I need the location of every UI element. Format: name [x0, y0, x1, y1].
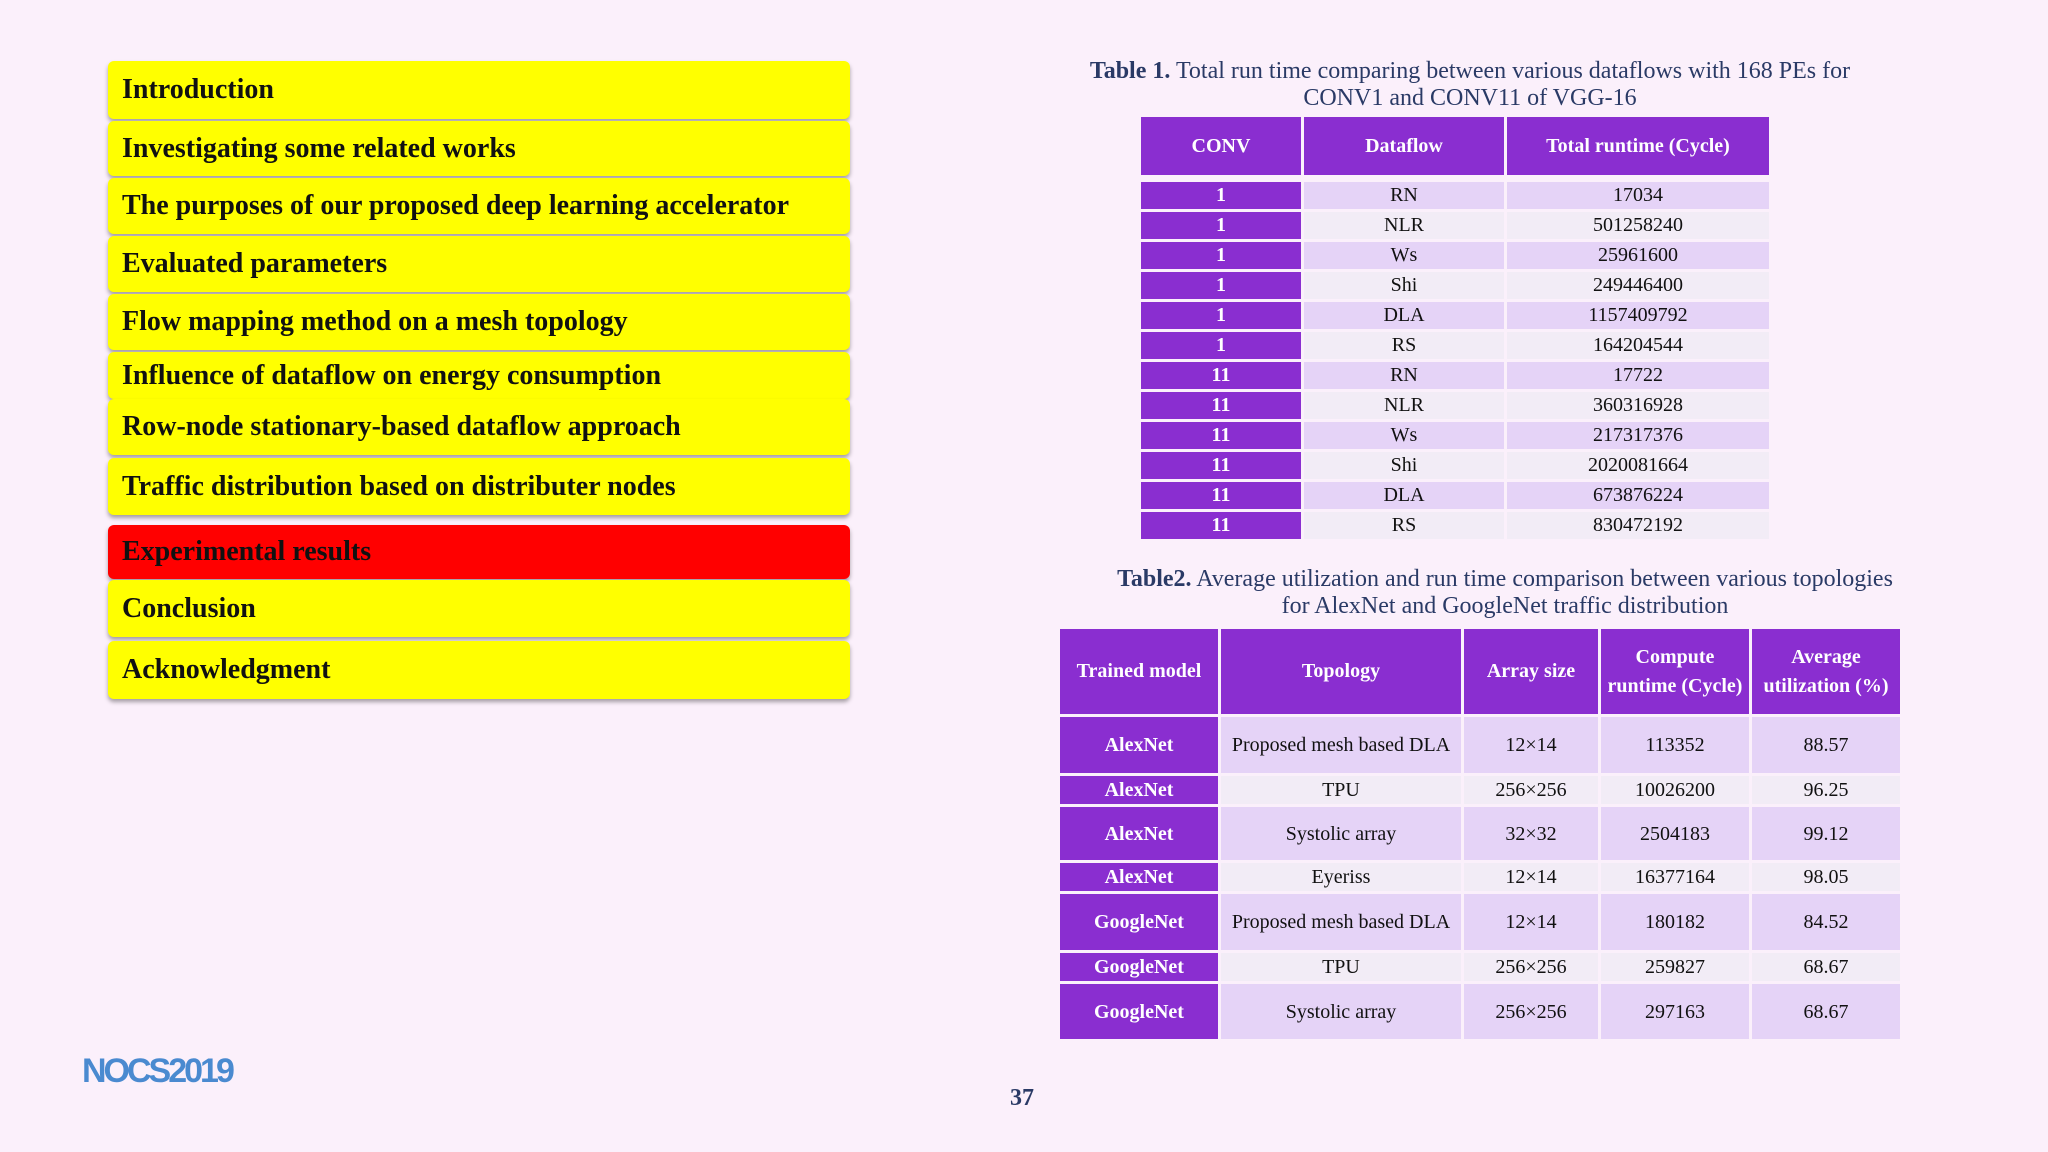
table2-topology-cell: Eyeriss — [1221, 863, 1461, 891]
table1-runtime-cell: 673876224 — [1507, 482, 1769, 509]
table-row — [1141, 482, 1769, 509]
menu-item-purposes[interactable]: The purposes of our proposed deep learning accelerator — [108, 178, 850, 234]
table2-array-cell: 256×256 — [1464, 984, 1598, 1039]
table1-dataflow-cell: NLR — [1304, 392, 1504, 419]
table-row — [1060, 953, 1900, 981]
menu-item-dataflow-energy[interactable]: Influence of dataflow on energy consumption — [108, 352, 850, 399]
menu-item-evaluated-parameters[interactable]: Evaluated parameters — [108, 236, 850, 292]
table2-header-row — [1060, 629, 1900, 714]
nocs-logo: NOCS2019 — [82, 1052, 232, 1090]
table2-array-cell: 256×256 — [1464, 953, 1598, 981]
table2-model-cell: GoogleNet — [1060, 984, 1218, 1039]
table2-array-cell: 12×14 — [1464, 894, 1598, 950]
table1-caption-text: Total run time comparing between various dataflows with 168 PEs for — [1170, 58, 1851, 84]
table2-array-cell: 12×14 — [1464, 863, 1598, 891]
page-number: 37 — [1010, 1085, 1034, 1111]
table1-dataflow-cell: RS — [1304, 512, 1504, 539]
table1-conv-cell: 1 — [1141, 212, 1301, 239]
table1-conv-cell: 11 — [1141, 482, 1301, 509]
table1-runtime-cell: 17034 — [1507, 182, 1769, 209]
table2-caption-line2: for AlexNet and GoogleNet traffic distribution — [1281, 593, 1729, 619]
table2-array-cell: 12×14 — [1464, 717, 1598, 773]
table1-conv-cell: 1 — [1141, 182, 1301, 209]
table2-topology-cell: TPU — [1221, 776, 1461, 804]
table2-header-utilization: Average utilization (%) — [1752, 629, 1900, 714]
table-row — [1060, 863, 1900, 891]
menu-item-acknowledgment[interactable]: Acknowledgment — [108, 641, 850, 699]
table1-conv-cell: 11 — [1141, 422, 1301, 449]
menu-item-row-node[interactable]: Row-node stationary-based dataflow approach — [108, 399, 850, 455]
table1-conv-cell: 11 — [1141, 512, 1301, 539]
table2-topology-cell: Systolic array — [1221, 807, 1461, 860]
table2-topology-cell: Proposed mesh based DLA — [1221, 894, 1461, 950]
table2-header-array-size: Array size — [1464, 629, 1598, 714]
table1-dataflow-cell: RN — [1304, 362, 1504, 389]
table1-conv-cell: 11 — [1141, 362, 1301, 389]
table-row — [1141, 512, 1769, 539]
table1 — [1138, 114, 1772, 542]
table-row — [1060, 807, 1900, 860]
table2-header-runtime: Compute runtime (Cycle) — [1601, 629, 1749, 714]
table2-caption-label: Table2. — [1117, 566, 1192, 592]
table2-header-model: Trained model — [1060, 629, 1218, 714]
menu-item-flow-mapping[interactable]: Flow mapping method on a mesh topology — [108, 294, 850, 350]
table2-header-topology: Topology — [1221, 629, 1461, 714]
menu-item-related-works[interactable]: Investigating some related works — [108, 121, 850, 176]
table1-runtime-cell: 830472192 — [1507, 512, 1769, 539]
table1-dataflow-cell: DLA — [1304, 302, 1504, 329]
table2-utilization-cell: 84.52 — [1752, 894, 1900, 950]
menu-item-introduction[interactable]: Introduction — [108, 61, 850, 119]
table-row — [1141, 272, 1769, 299]
table2-model-cell: AlexNet — [1060, 863, 1218, 891]
table-row — [1141, 362, 1769, 389]
table-row — [1060, 894, 1900, 950]
table1-conv-cell: 1 — [1141, 302, 1301, 329]
table2-caption — [1040, 566, 1970, 620]
table2-utilization-cell: 98.05 — [1752, 863, 1900, 891]
table1-conv-cell: 1 — [1141, 332, 1301, 359]
table-row — [1141, 182, 1769, 209]
table2-model-cell: GoogleNet — [1060, 894, 1218, 950]
table2-model-cell: GoogleNet — [1060, 953, 1218, 981]
table2-runtime-cell: 10026200 — [1601, 776, 1749, 804]
table2-runtime-cell: 180182 — [1601, 894, 1749, 950]
table1-dataflow-cell: RN — [1304, 182, 1504, 209]
table-row — [1141, 452, 1769, 479]
table2-utilization-cell: 96.25 — [1752, 776, 1900, 804]
table2-topology-cell: Proposed mesh based DLA — [1221, 717, 1461, 773]
table2-caption-text: Average utilization and run time comparison between various topologies — [1191, 566, 1893, 592]
table1-caption — [1040, 58, 1900, 112]
table2 — [1057, 626, 1903, 1042]
table1-runtime-cell: 217317376 — [1507, 422, 1769, 449]
table1-dataflow-cell: Ws — [1304, 242, 1504, 269]
table1-runtime-cell: 164204544 — [1507, 332, 1769, 359]
table-row — [1060, 776, 1900, 804]
table2-utilization-cell: 68.67 — [1752, 984, 1900, 1039]
table1-runtime-cell: 25961600 — [1507, 242, 1769, 269]
table2-utilization-cell: 99.12 — [1752, 807, 1900, 860]
table2-model-cell: AlexNet — [1060, 807, 1218, 860]
table1-conv-cell: 11 — [1141, 392, 1301, 419]
table2-topology-cell: Systolic array — [1221, 984, 1461, 1039]
table1-header-row — [1141, 117, 1769, 175]
table1-runtime-cell: 1157409792 — [1507, 302, 1769, 329]
table-row — [1060, 984, 1900, 1039]
table1-runtime-cell: 249446400 — [1507, 272, 1769, 299]
table1-header-dataflow: Dataflow — [1304, 117, 1504, 175]
table1-dataflow-cell: NLR — [1304, 212, 1504, 239]
table2-array-cell: 32×32 — [1464, 807, 1598, 860]
table1-runtime-cell: 360316928 — [1507, 392, 1769, 419]
table2-model-cell: AlexNet — [1060, 717, 1218, 773]
table1-caption-line2: CONV1 and CONV11 of VGG-16 — [1303, 85, 1637, 111]
menu-item-experimental-results[interactable]: Experimental results — [108, 525, 850, 579]
table2-model-cell: AlexNet — [1060, 776, 1218, 804]
menu-item-conclusion[interactable]: Conclusion — [108, 580, 850, 637]
table1-dataflow-cell: RS — [1304, 332, 1504, 359]
table2-runtime-cell: 2504183 — [1601, 807, 1749, 860]
table1-header-runtime: Total runtime (Cycle) — [1507, 117, 1769, 175]
table1-dataflow-cell: Shi — [1304, 452, 1504, 479]
table-row — [1141, 212, 1769, 239]
table1-header-conv: CONV — [1141, 117, 1301, 175]
table1-conv-cell: 1 — [1141, 272, 1301, 299]
table1-dataflow-cell: DLA — [1304, 482, 1504, 509]
menu-item-traffic-distribution[interactable]: Traffic distribution based on distributer nodes — [108, 458, 850, 515]
table1-conv-cell: 11 — [1141, 452, 1301, 479]
table2-utilization-cell: 88.57 — [1752, 717, 1900, 773]
table-row — [1141, 392, 1769, 419]
table2-utilization-cell: 68.67 — [1752, 953, 1900, 981]
table1-runtime-cell: 17722 — [1507, 362, 1769, 389]
table-row — [1141, 242, 1769, 269]
table-row — [1141, 422, 1769, 449]
table1-dataflow-cell: Ws — [1304, 422, 1504, 449]
table2-array-cell: 256×256 — [1464, 776, 1598, 804]
table-row — [1060, 717, 1900, 773]
table1-conv-cell: 1 — [1141, 242, 1301, 269]
table2-runtime-cell: 16377164 — [1601, 863, 1749, 891]
table-row — [1141, 302, 1769, 329]
table2-runtime-cell: 113352 — [1601, 717, 1749, 773]
table2-topology-cell: TPU — [1221, 953, 1461, 981]
table1-dataflow-cell: Shi — [1304, 272, 1504, 299]
table2-runtime-cell: 297163 — [1601, 984, 1749, 1039]
table-row — [1141, 332, 1769, 359]
table1-runtime-cell: 2020081664 — [1507, 452, 1769, 479]
table1-caption-label: Table 1. — [1089, 58, 1171, 84]
table1-runtime-cell: 501258240 — [1507, 212, 1769, 239]
table2-runtime-cell: 259827 — [1601, 953, 1749, 981]
